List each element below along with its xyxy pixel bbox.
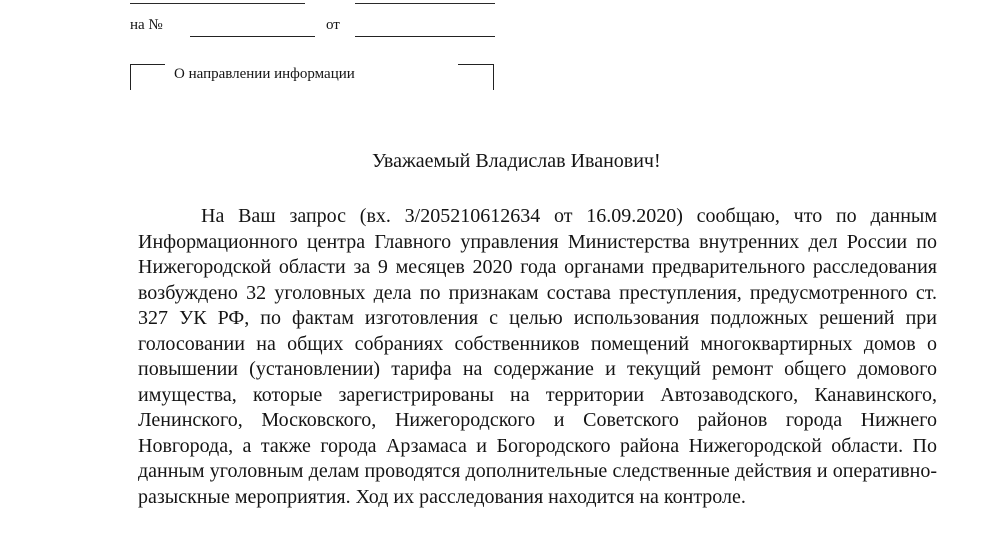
subject-bracket-right-side xyxy=(493,64,494,90)
letter-body-paragraph: На Ваш запрос (вх. 3/205210612634 от 16.09.2020) сообщаю, что по данным Информационного центра Главного управления Министерства внутренних дел России по Нижегородской области за 9 месяцев 2020 года органами предварительного расследования возбуждено 32 уголовных дела по признакам состава преступления, предусмотренного ст. 327 УК РФ, по фактам изготовления с целью использования подложных решений при голосовании на общих собраниях собственников помещений многоквартирных домов о повышении (установлении) тарифа на содержание и текущий ремонт общего домового имущества, которые зарегистрированы на территории Автозаводского, Канавинского, Ленинского, Московского, Нижегородского и Советского районов города Нижнего Новгорода, а также города Арзамаса и Богородского района Нижегородской области. По данным уголовным делам проводятся дополнительные следственные действия и оперативно-разыскные мероприятия. Ход их расследования находится на контроле. xyxy=(138,205,937,508)
ref-number-label: на № xyxy=(130,17,163,33)
top-cut-line-right xyxy=(355,3,495,4)
ref-number-field-line xyxy=(190,36,315,37)
letter-body xyxy=(138,204,937,510)
ref-date-field-line xyxy=(355,36,495,37)
subject-bracket-left-side xyxy=(130,64,131,90)
subject-bracket-left-top xyxy=(130,64,165,65)
subject-bracket-right-top xyxy=(458,64,493,65)
ref-date-label: от xyxy=(326,17,340,33)
top-cut-line-left xyxy=(130,3,305,4)
letter-subject: О направлении информации xyxy=(174,66,355,82)
letter-greeting: Уважаемый Владислав Иванович! xyxy=(372,150,661,172)
